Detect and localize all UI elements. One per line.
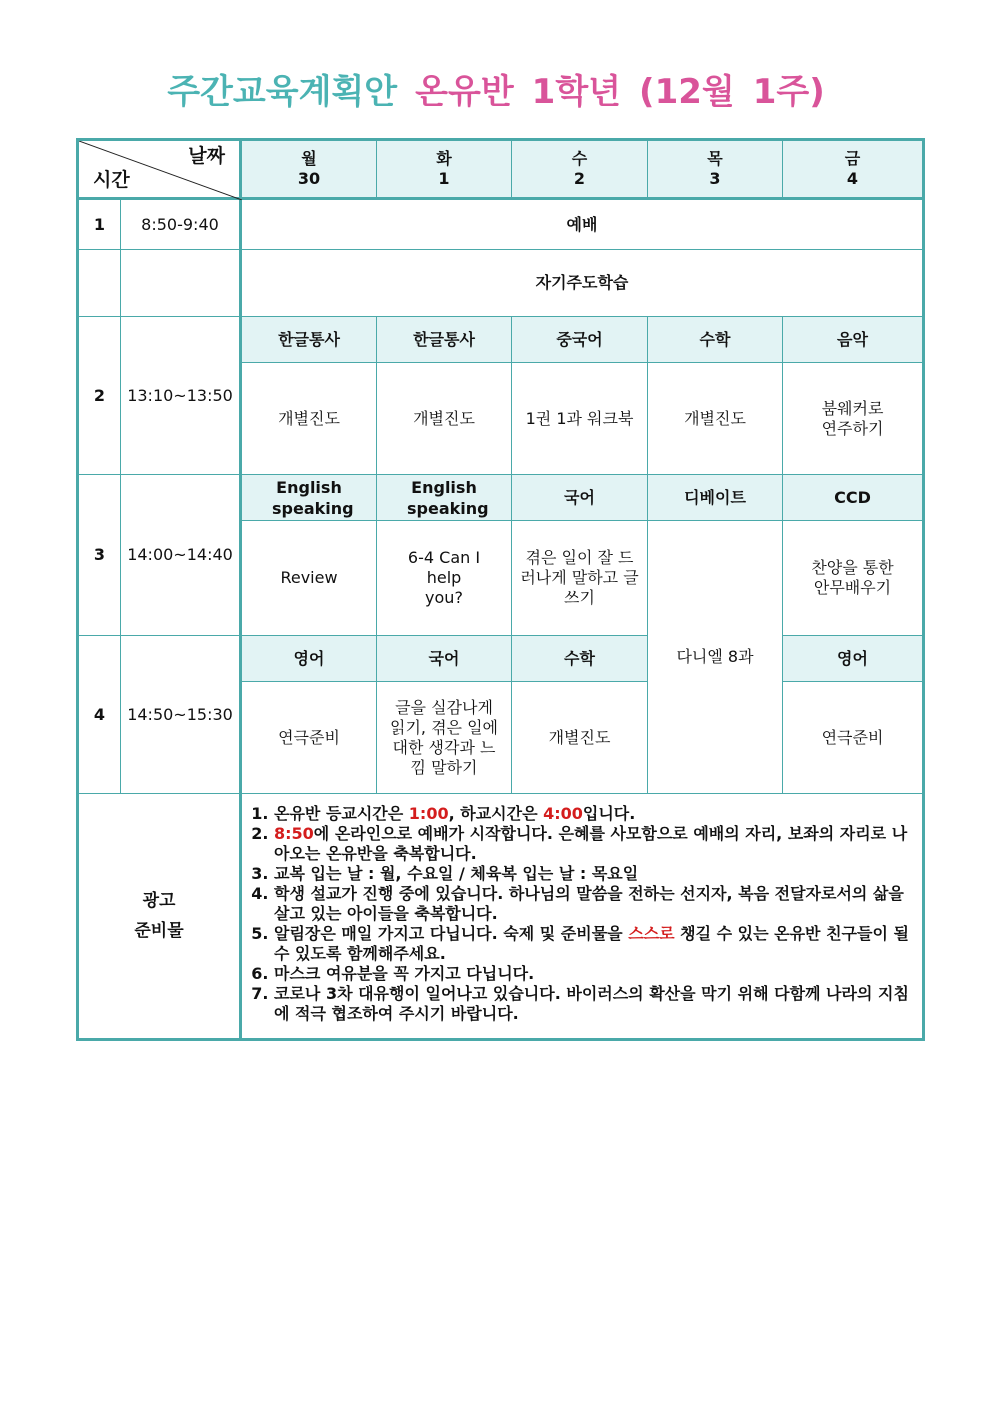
period-number: 2	[78, 317, 121, 475]
content-cell: 개별진도	[648, 363, 783, 475]
self-study-cell: 자기주도학습	[241, 250, 924, 317]
period-time: 13:10~13:50	[121, 317, 241, 475]
content-cell: 찬양을 통한 안무배우기	[783, 521, 924, 636]
notice-label-cell	[78, 794, 241, 1040]
day-header-fri	[783, 140, 924, 199]
date-label: 날짜	[188, 145, 225, 167]
content-cell: 개별진도	[512, 682, 648, 794]
content-cell: 6-4 Can I help you?	[377, 521, 512, 636]
period-time: 14:50~15:30	[121, 636, 241, 794]
notice-item: 6. 마스크 여유분을 꼭 가지고 다닙니다.	[274, 964, 914, 984]
subject-cell: 한글통사	[241, 317, 377, 363]
period-4-subject-row	[78, 636, 924, 682]
day-name: 화	[436, 149, 452, 168]
notice-list	[250, 804, 914, 1024]
subject-cell: 수학	[648, 317, 783, 363]
subject-cell: 영어	[241, 636, 377, 682]
title-plan: 주간교육계획안	[167, 72, 398, 112]
day-date: 1	[438, 169, 450, 188]
empty-cell	[78, 250, 121, 317]
title-grade: 1학년	[531, 72, 622, 112]
highlight-time: 1:00	[408, 804, 449, 823]
day-date: 4	[846, 169, 859, 188]
content-cell: Review	[241, 521, 377, 636]
day-date: 2	[573, 169, 586, 188]
highlight-time: 4:00	[543, 804, 583, 823]
debate-merged-cell: 다니엘 8과	[648, 521, 783, 794]
notice-item: 2. 8:50에 온라인으로 예배가 시작합니다. 은혜를 사모함으로 예배의 자리, 보좌의 자리로 나아오는 온유반을 축복합니다.	[274, 824, 914, 864]
day-name: 금	[844, 149, 861, 168]
period-2-subject-row	[78, 317, 924, 363]
day-name: 월	[301, 149, 317, 168]
highlight-time: 8:50	[274, 824, 314, 843]
notice-item: 1. 온유반 등교시간은 1:00, 하교시간은 4:00입니다.	[274, 804, 914, 824]
worship-cell: 예배	[241, 199, 924, 250]
content-cell: 개별진도	[241, 363, 377, 475]
supplies-label: 준비물	[134, 921, 184, 941]
notice-content-cell	[241, 794, 924, 1040]
subject-cell: 디베이트	[648, 475, 783, 521]
subject-cell: 국어	[377, 636, 512, 682]
self-study-row	[78, 250, 924, 317]
content-cell: 1권 1과 워크북	[512, 363, 648, 475]
subject-cell: 중국어	[512, 317, 648, 363]
page-title	[0, 64, 992, 113]
subject-cell: CCD	[783, 475, 924, 521]
period-1-row	[78, 199, 924, 250]
period-number: 4	[78, 636, 121, 794]
subject-cell: 한글통사	[377, 317, 512, 363]
notice-item: 7. 코로나 3차 대유행이 일어나고 있습니다. 바이러스의 확산을 막기 위해 다함께 나라의 지침에 적극 협조하여 주시기 바랍니다.	[274, 984, 914, 1024]
content-cell: 겪은 일이 잘 드러나게 말하고 글쓰기	[512, 521, 648, 636]
content-cell: 개별진도	[377, 363, 512, 475]
content-cell: 연극준비	[241, 682, 377, 794]
content-cell: 글을 실감나게 읽기, 겪은 일에 대한 생각과 느낌 말하기	[377, 682, 512, 794]
notice-row	[78, 794, 924, 1040]
day-date: 3	[709, 169, 721, 188]
content-cell: 붐웨커로 연주하기	[783, 363, 924, 475]
day-date: 30	[297, 169, 321, 188]
notice-item: 5. 알림장은 매일 가지고 다닙니다. 숙제 및 준비물을 스스로 챙길 수 있는 온유반 친구들이 될 수 있도록 함께해주세요.	[274, 924, 914, 964]
subject-cell: English speaking	[241, 475, 377, 521]
day-name: 목	[707, 149, 723, 168]
subject-cell: English speaking	[377, 475, 512, 521]
subject-cell: 수학	[512, 636, 648, 682]
period-time: 14:00~14:40	[121, 475, 241, 636]
subject-cell: 음악	[783, 317, 924, 363]
notice-item: 3. 교복 입는 날 : 월, 수요일 / 체육복 입는 날 : 목요일	[274, 864, 914, 884]
day-header-thu	[648, 140, 783, 199]
highlight-word: 스스로	[628, 924, 675, 943]
day-name: 수	[571, 149, 588, 168]
title-week: 1주)	[752, 72, 825, 112]
header-corner-cell	[78, 140, 241, 199]
period-time: 8:50-9:40	[121, 199, 241, 250]
time-label: 시간	[93, 169, 130, 192]
day-header-tue	[377, 140, 512, 199]
period-number: 3	[78, 475, 121, 636]
empty-cell	[121, 250, 241, 317]
title-month: (12월	[639, 72, 735, 112]
period-3-subject-row	[78, 475, 924, 521]
notice-label: 광고	[142, 891, 176, 911]
subject-cell: 영어	[783, 636, 924, 682]
period-number: 1	[78, 199, 121, 250]
title-class: 온유반	[415, 72, 514, 112]
header-row	[78, 140, 924, 199]
day-header-mon	[241, 140, 377, 199]
day-header-wed	[512, 140, 648, 199]
subject-cell: 국어	[512, 475, 648, 521]
weekly-plan-table	[76, 138, 925, 1041]
content-cell: 연극준비	[783, 682, 924, 794]
notice-item: 4. 학생 설교가 진행 중에 있습니다. 하나님의 말씀을 전하는 선지자, 복음 전달자로서의 삶을 살고 있는 아이들을 축복합니다.	[274, 884, 914, 924]
